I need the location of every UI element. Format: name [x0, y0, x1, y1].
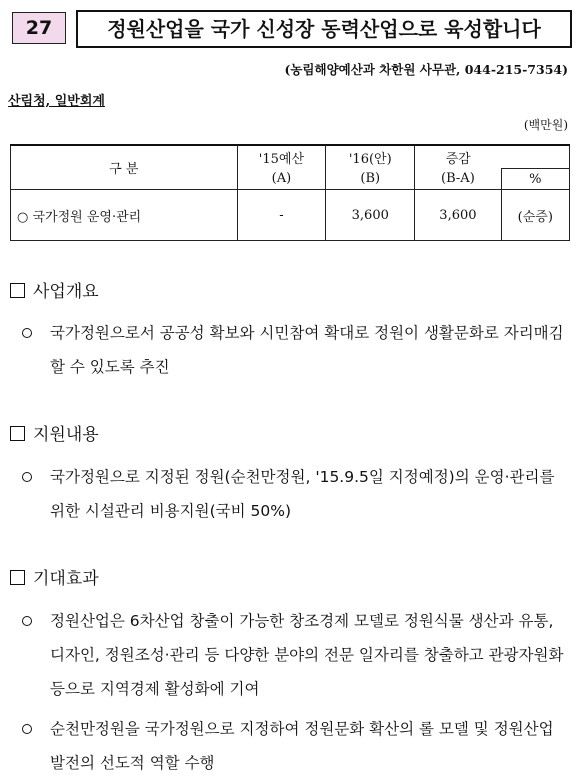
row-item: ○ 국가정원 운영·관리 — [11, 190, 238, 241]
row-2015-value: - — [237, 190, 326, 241]
header-category: 구 분 — [11, 145, 238, 190]
header-change-sub: (B-A) — [415, 169, 501, 190]
list-item — [22, 460, 572, 528]
header-2016-sub: (B) — [326, 169, 415, 190]
circle-bullet-icon — [22, 604, 36, 638]
circle-bullet-icon — [22, 460, 36, 494]
section-heading-support — [10, 420, 99, 445]
circle-bullet-icon — [22, 316, 36, 350]
square-bullet-icon — [10, 570, 25, 585]
header-2015-budget: '15예산 — [237, 145, 326, 169]
section-heading-effects — [10, 564, 99, 589]
page-title: 정원산업을 국가 신성장 동력산업으로 육성합니다 — [76, 10, 572, 48]
budget-table — [10, 144, 570, 241]
row-percent-value: (순증) — [501, 190, 569, 241]
list-item — [22, 712, 572, 780]
list-item — [22, 604, 572, 706]
header-change-spacer — [501, 145, 569, 169]
unit-label: (백만원) — [523, 118, 568, 132]
section-heading-text: 사업개요 — [33, 282, 99, 302]
header-change: 증감 — [415, 145, 501, 169]
table-row — [11, 190, 570, 241]
row-2016-value: 3,600 — [326, 190, 415, 241]
header-2016-proposal: '16(안) — [326, 145, 415, 169]
list-item-text: 정원산업은 6차산업 창출이 가능한 창조경제 모델로 정원식물 생산과 유통, 디자인, 정원조성·관리 등 다양한 분야의 전문 일자리를 창출하고 관광자원화 등으로 지역경제 활성화에 기여 — [50, 612, 564, 698]
section-heading-text: 지원내용 — [33, 425, 99, 445]
item-number-badge: 27 — [12, 12, 66, 44]
square-bullet-icon — [10, 283, 25, 298]
list-item-text: 국가정원으로 지정된 정원(순천만정원, '15.9.5일 지정예정)의 운영·관리를 위한 시설관리 비용지원(국비 50%) — [50, 468, 555, 520]
page-header — [10, 10, 570, 46]
department-contact: (농림해양예산과 차한원 사무관, 044-215-7354) — [284, 62, 568, 77]
list-item — [22, 316, 572, 384]
header-2015-sub: (A) — [237, 169, 326, 190]
list-item-text: 국가정원으로서 공공성 확보와 시민참여 확대로 정원이 생활문화로 자리매김 할 수 있도록 추진 — [50, 324, 564, 376]
row-change-value: 3,600 — [415, 190, 501, 241]
section-heading-overview — [10, 277, 99, 302]
circle-bullet-icon — [22, 712, 36, 746]
budget-account-title: 산림청, 일반회계 — [8, 94, 105, 109]
list-item-text: 순천만정원을 국가정원으로 지정하여 정원문화 확산의 롤 모델 및 정원산업 발전의 선도적 역할 수행 — [50, 720, 554, 772]
section-heading-text: 기대효과 — [33, 569, 99, 589]
header-percent: % — [501, 169, 569, 190]
square-bullet-icon — [10, 426, 25, 441]
